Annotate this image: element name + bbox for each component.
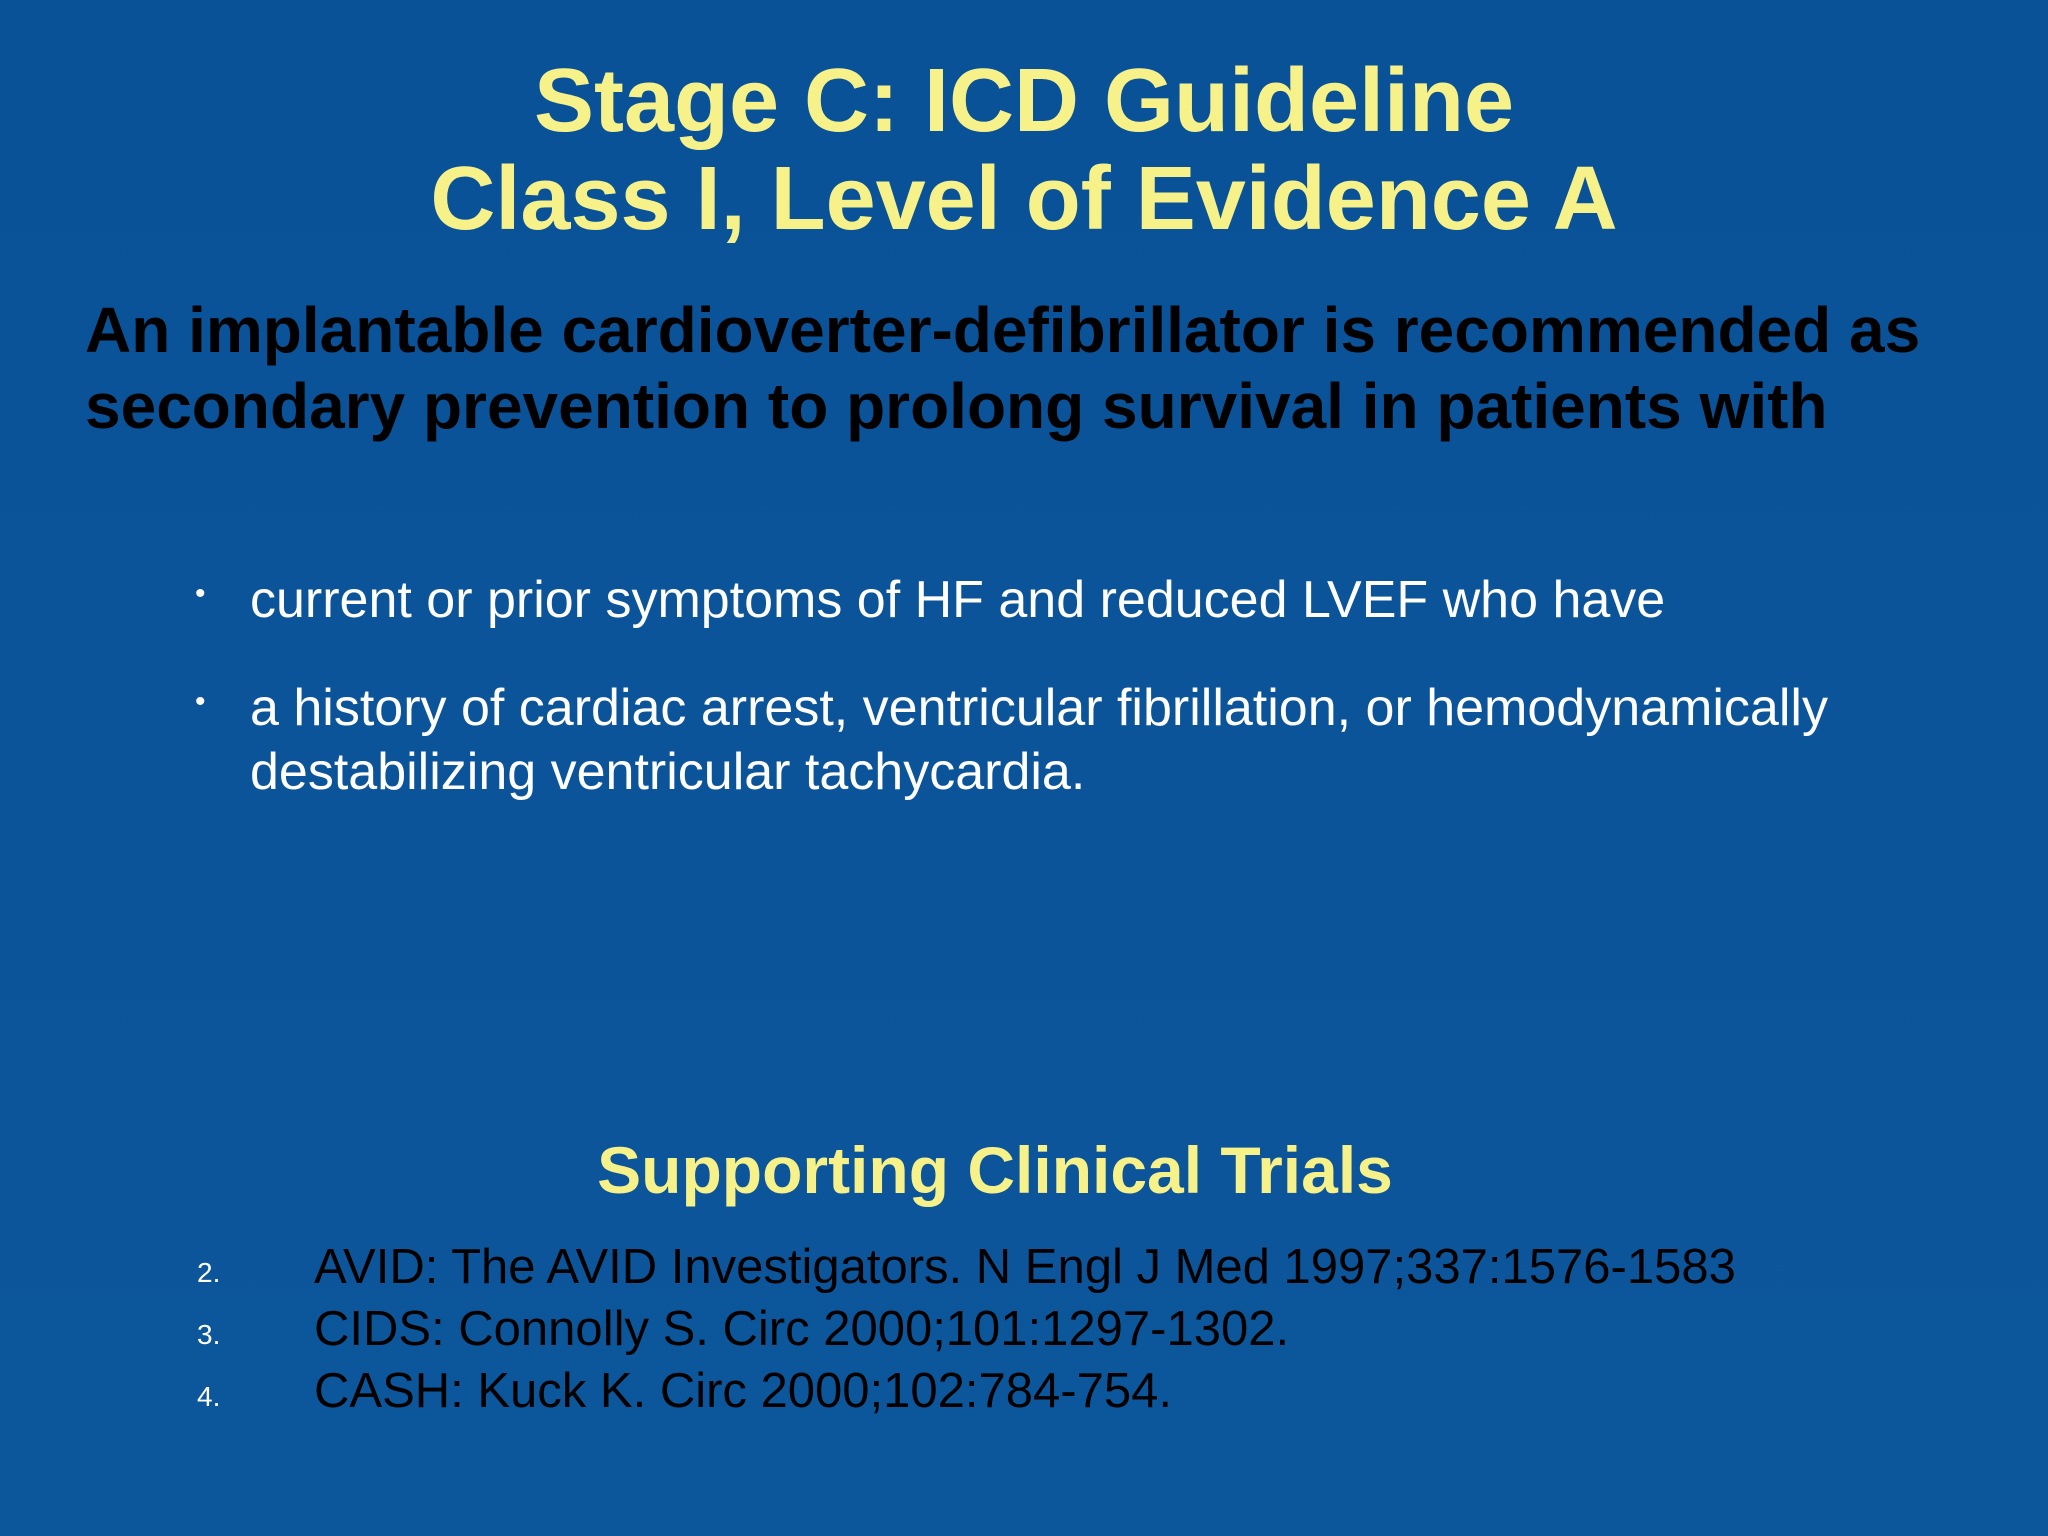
reference-text: CIDS: Connolly S. Circ 2000;101:1297-1302.	[314, 1302, 1290, 1356]
reference-item	[195, 1236, 2015, 1298]
bullet-icon: •	[195, 685, 206, 718]
bullet-icon: •	[195, 577, 206, 610]
reference-item	[195, 1298, 2015, 1360]
indication-text: current or prior symptoms of HF and reduced LVEF who have	[250, 571, 1666, 629]
reference-number: 2.	[197, 1257, 221, 1288]
reference-text: AVID: The AVID Investigators. N Engl J Med 1997;337:1576-1583	[314, 1240, 1736, 1294]
supporting-trials-heading: Supporting Clinical Trials	[597, 1133, 1393, 1207]
reference-list	[195, 1236, 2015, 1422]
indication-list	[195, 568, 2015, 804]
indication-item	[195, 568, 2015, 632]
reference-item	[195, 1360, 2015, 1422]
recommendation-text: An implantable cardioverter-defibrillator is recommended as secondary prevention to prolong survival in patients with	[85, 294, 1921, 442]
reference-number: 3.	[197, 1319, 221, 1350]
reference-number: 4.	[197, 1381, 221, 1412]
reference-text: CASH: Kuck K. Circ 2000;102:784-754.	[314, 1364, 1172, 1418]
slide-title-line-2: Class I, Level of Evidence A	[430, 149, 1618, 249]
slide-title-line-1: Stage C: ICD Guideline	[533, 51, 1515, 151]
indication-item	[195, 676, 2015, 804]
indication-text: a history of cardiac arrest, ventricular fibrillation, or hemodynamically destabilizing ventricular tachycardia.	[250, 679, 1828, 801]
